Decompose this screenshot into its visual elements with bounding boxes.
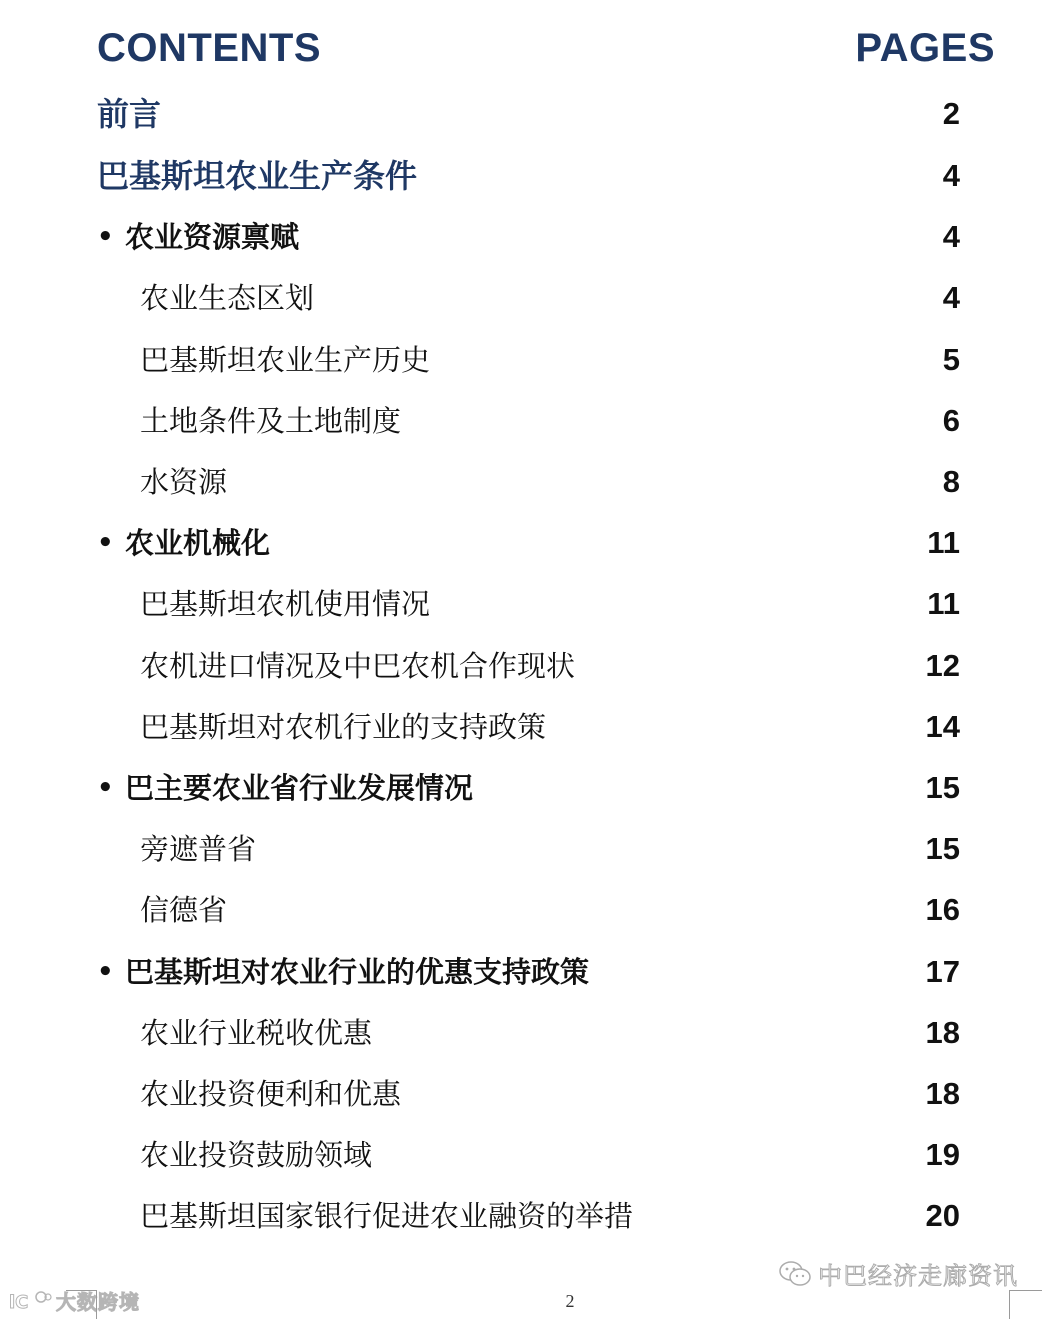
toc-entry-page: 11	[927, 525, 960, 560]
watermark-text: 大数跨境	[56, 1290, 140, 1314]
toc-entry-title: 水资源	[140, 465, 228, 499]
toc-entry-page: 4	[942, 158, 960, 193]
toc-entry[interactable]	[0, 582, 1052, 626]
toc-entry-page: 17	[925, 954, 960, 989]
toc-entry[interactable]	[0, 644, 1052, 688]
crop-mark-right	[1009, 1290, 1042, 1319]
toc-entry[interactable]	[0, 460, 1052, 504]
toc-entry-title: 前言	[97, 95, 162, 133]
watermark-wechat	[778, 1256, 1018, 1291]
toc-entry-title: 农业行业税收优惠	[140, 1016, 373, 1050]
svg-text:lC: lC	[9, 1291, 29, 1313]
bullet-icon: •	[97, 222, 114, 252]
page-number: 2	[565, 1291, 575, 1311]
bullet-icon: •	[97, 528, 114, 558]
toc-entry[interactable]	[0, 705, 1052, 749]
toc-entry[interactable]	[0, 154, 1052, 198]
toc-entry-page: 2	[942, 96, 960, 131]
contents-heading: CONTENTS	[97, 26, 321, 70]
toc-entry-title: 农业资源禀赋	[125, 220, 300, 254]
toc-entry-page: 8	[942, 464, 960, 499]
toc-entry-title: 巴基斯坦国家银行促进农业融资的举措	[140, 1199, 634, 1233]
toc-entry-title: 巴基斯坦农业生产条件	[97, 157, 418, 195]
toc-entry[interactable]	[0, 1011, 1052, 1055]
toc-entry[interactable]	[0, 215, 1052, 259]
toc-entry-title: 巴基斯坦农业生产历史	[140, 343, 431, 377]
toc-entry[interactable]	[0, 399, 1052, 443]
toc-entry-title: 巴基斯坦对农机行业的支持政策	[140, 710, 547, 744]
toc-entry-title: 巴基斯坦对农业行业的优惠支持政策	[125, 955, 590, 989]
toc-entry-page: 6	[942, 403, 960, 438]
toc-entry-title: 农业机械化	[125, 526, 271, 560]
toc-entry[interactable]	[0, 766, 1052, 810]
toc-entry-page: 11	[927, 586, 960, 621]
toc-entry-page: 20	[925, 1198, 960, 1233]
toc-entry-title: 巴基斯坦农机使用情况	[140, 587, 431, 621]
toc-entry-title: 土地条件及土地制度	[140, 404, 402, 438]
bullet-icon: •	[97, 957, 114, 987]
toc-entry-page: 15	[925, 831, 960, 866]
toc-entry-page: 12	[925, 648, 960, 683]
toc-entry-title: 巴主要农业省行业发展情况	[125, 771, 474, 805]
toc-entry[interactable]	[0, 950, 1052, 994]
toc-entry[interactable]	[0, 521, 1052, 565]
toc-entry-page: 18	[925, 1015, 960, 1050]
toc-entry[interactable]	[0, 276, 1052, 320]
toc-entry-title: 农业投资便利和优惠	[140, 1077, 402, 1111]
toc-entry[interactable]	[0, 827, 1052, 871]
wechat-icon	[778, 1260, 812, 1288]
toc-entry-title: 农业生态区划	[140, 281, 315, 315]
toc-entry[interactable]	[0, 1072, 1052, 1116]
toc-entry[interactable]	[0, 888, 1052, 932]
toc-entry-page: 14	[925, 709, 960, 744]
toc-entry-page: 19	[925, 1137, 960, 1172]
toc-entry-title: 旁遮普省	[140, 832, 257, 866]
toc-entry-page: 15	[925, 770, 960, 805]
toc-entry-page: 16	[925, 892, 960, 927]
toc-entry-page: 5	[942, 342, 960, 377]
toc-entry-title: 农机进口情况及中巴农机合作现状	[140, 649, 576, 683]
toc-entry[interactable]	[0, 92, 1052, 136]
toc-entry[interactable]	[0, 1194, 1052, 1238]
toc-entry-title: 信德省	[140, 893, 228, 927]
toc-entry-page: 18	[925, 1076, 960, 1111]
toc-entry[interactable]	[0, 338, 1052, 382]
toc-entry-title: 农业投资鼓励领域	[140, 1138, 373, 1172]
pages-heading: PAGES	[855, 26, 995, 70]
bullet-icon: •	[97, 773, 114, 803]
toc-entry[interactable]	[0, 1133, 1052, 1177]
crop-mark-left	[66, 1290, 97, 1319]
watermark-text: 中巴经济走廊资讯	[818, 1262, 1018, 1290]
toc-entry-page: 4	[942, 219, 960, 254]
toc-entry-page: 4	[942, 280, 960, 315]
